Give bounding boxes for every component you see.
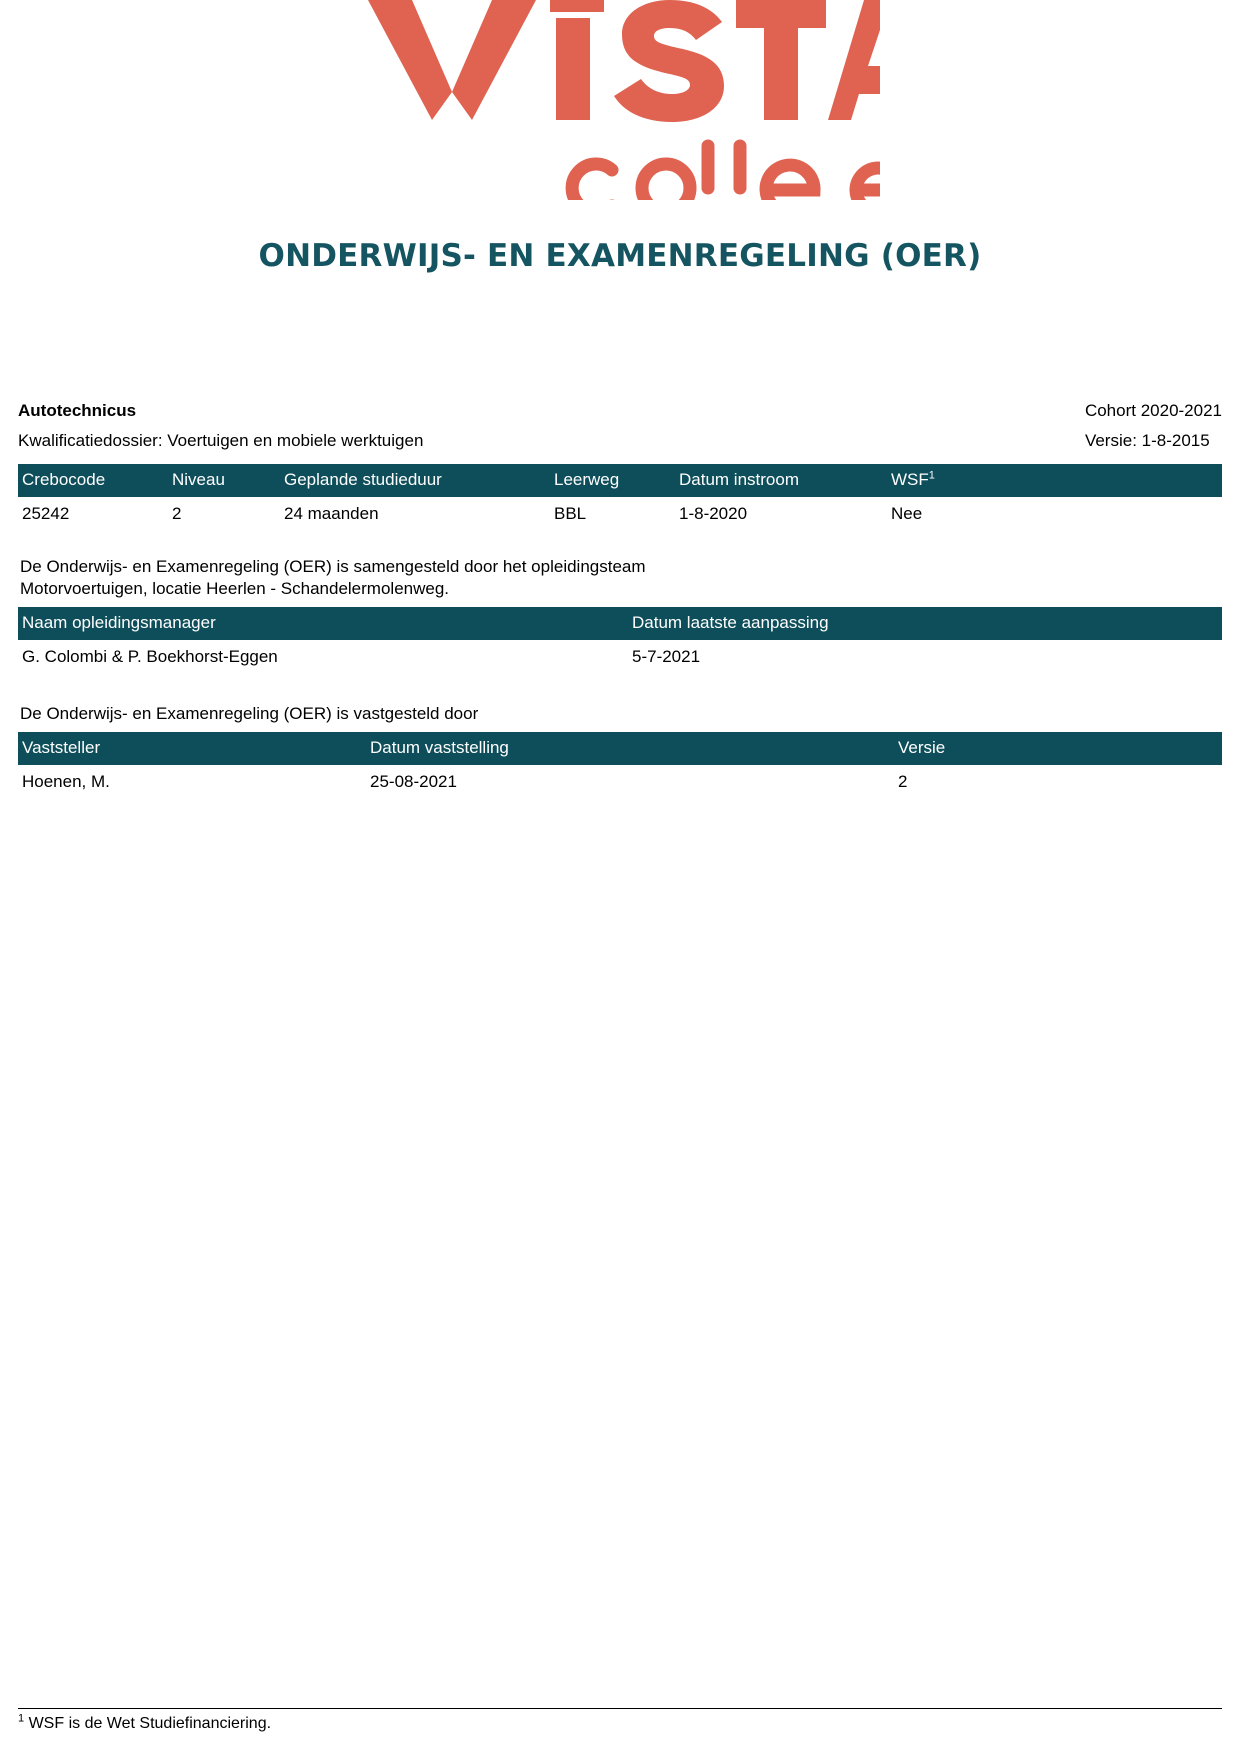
header-datum-vaststelling: Datum vaststelling [366, 732, 894, 765]
header-naam-opleidingsmanager: Naam opleidingsmanager [18, 607, 628, 640]
adopter-table [18, 732, 1222, 798]
cell-leerweg: BBL [550, 497, 675, 530]
header-niveau: Niveau [168, 464, 280, 497]
established-by-paragraph: De Onderwijs- en Examenregeling (OER) is vastgesteld door [20, 704, 479, 724]
footnote-text: WSF is de Wet Studiefinanciering. [24, 1715, 272, 1732]
footnote-divider [18, 1708, 1222, 1709]
header-datum-laatste-aanpassing: Datum laatste aanpassing [628, 607, 1222, 640]
composed-by-line-2: Motorvoertuigen, locatie Heerlen - Schandelermolenweg. [20, 579, 450, 599]
composed-by-line-1: De Onderwijs- en Examenregeling (OER) is samengesteld door het opleidingsteam [20, 556, 646, 576]
header-geplande-studieduur: Geplande studieduur [280, 464, 550, 497]
program-meta-left [18, 396, 423, 456]
table-row [18, 640, 1222, 673]
program-meta-right [1085, 396, 1222, 456]
header-leerweg: Leerweg [550, 464, 675, 497]
composed-by-paragraph [18, 556, 1222, 602]
table-header-row [18, 464, 1222, 497]
cell-wsf: Nee [887, 497, 1222, 530]
cell-datum-laatste-aanpassing: 5-7-2021 [628, 640, 1222, 673]
cohort-label: Cohort 2020-2021 [1084, 401, 1222, 420]
header-wsf [887, 464, 1222, 497]
cell-datum-instroom: 1-8-2020 [675, 497, 887, 530]
header-crebocode: Crebocode [18, 464, 168, 497]
cell-datum-vaststelling: 25-08-2021 [366, 765, 894, 798]
table-header-row [18, 732, 1222, 765]
version-label: Versie: 1-8-2015 [1084, 430, 1210, 450]
cell-niveau: 2 [168, 497, 280, 530]
program-details-table [18, 464, 1222, 530]
cell-geplande-studieduur: 24 maanden [280, 497, 550, 530]
footnote-area [0, 1708, 1240, 1733]
table-row [18, 765, 1222, 798]
footnote [18, 1712, 1222, 1733]
header-versie: Versie [894, 732, 1222, 765]
table-header-row [18, 607, 1222, 640]
program-meta [18, 396, 1222, 456]
logo-container [18, 0, 1222, 200]
manager-table [18, 607, 1222, 673]
cell-vaststeller: Hoenen, M. [18, 765, 366, 798]
cell-opleidingsmanager: G. Colombi & P. Boekhorst-Eggen [18, 640, 628, 673]
table-row [18, 497, 1222, 530]
cell-crebocode: 25242 [18, 497, 168, 530]
qualification-dossier: Kwalificatiedossier: Voertuigen en mobiele werktuigen [18, 430, 424, 450]
vista-college-logo [360, 0, 880, 200]
footnote-marker-wsf: 1 [928, 468, 935, 481]
page-title: ONDERWIJS- EN EXAMENREGELING (OER) [258, 238, 982, 274]
header-datum-instroom: Datum instroom [675, 464, 887, 497]
header-wsf-label: WSF [891, 469, 929, 489]
footnote-marker: 1 [18, 1712, 25, 1725]
header-vaststeller: Vaststeller [18, 732, 366, 765]
program-name: Autotechnicus [18, 401, 137, 420]
cell-versie: 2 [894, 765, 1222, 798]
